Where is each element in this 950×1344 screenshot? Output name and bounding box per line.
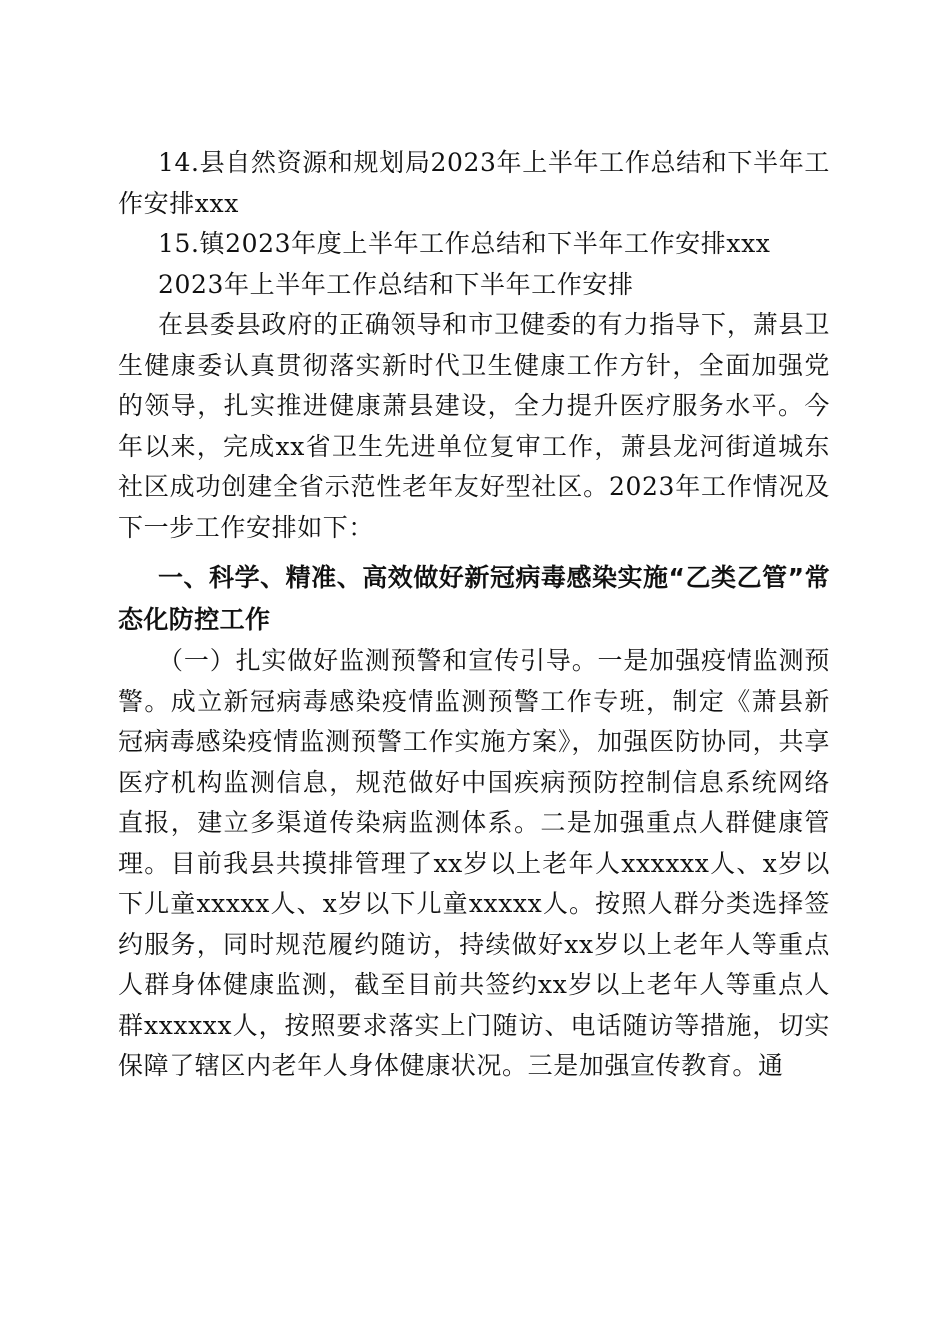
list-item-15: 15.镇2023年度上半年工作总结和下半年工作安排xxx (158, 229, 771, 258)
subsection-body: 一是加强疫情监测预警。成立新冠病毒感染疫情监测预警工作专班，制定《萧县新冠病毒感染疫情监测预警工作实施方案》，加强医防协同，共享医疗机构监测信息，规范做好中国疾病预防控制信息系统网络直报，建立多渠道传染病监测体系。二是加强重点人群健康管理。目前我县共摸排管理了xx岁以上老年人xxxxxx人、x岁以下儿童xxxxx人、x岁以下儿童xxxxx人。按照人群分类选择签约服务，同时规范履约随访，持续做好xx岁以上老年人等重点人群身体健康监测，截至目前共签约xx岁以上老年人等重点人群xxxxxx人，按照要求落实上门随访、电话随访等措施，切实保障了辖区内老年人身体健康状况。三是加强宣传教育。通 (118, 646, 830, 1080)
subsection-paragraph (118, 641, 830, 1087)
section-heading: 一、科学、精准、高效做好新冠病毒感染实施“乙类乙管”常态化防控工作 (118, 563, 830, 634)
list-item-14: 14.县自然资源和规划局2023年上半年工作总结和下半年工作安排xxx (118, 148, 830, 218)
intro-paragraph: 在县委县政府的正确领导和市卫健委的有力指导下，萧县卫生健康委认真贯彻落实新时代卫生健康工作方针，全面加强党的领导，扎实推进健康萧县建设，全力提升医疗服务水平。今年以来，完成xx省卫生先进单位复审工作，萧县龙河街道城东社区成功创建全省示范性老年友好型社区。2023年工作情况及下一步工作安排如下： (118, 310, 830, 542)
document-title: 2023年上半年工作总结和下半年工作安排 (158, 269, 634, 299)
document-body (118, 143, 830, 1087)
subsection-lead: （一）扎实做好监测预警和宣传引导。 (158, 646, 598, 675)
